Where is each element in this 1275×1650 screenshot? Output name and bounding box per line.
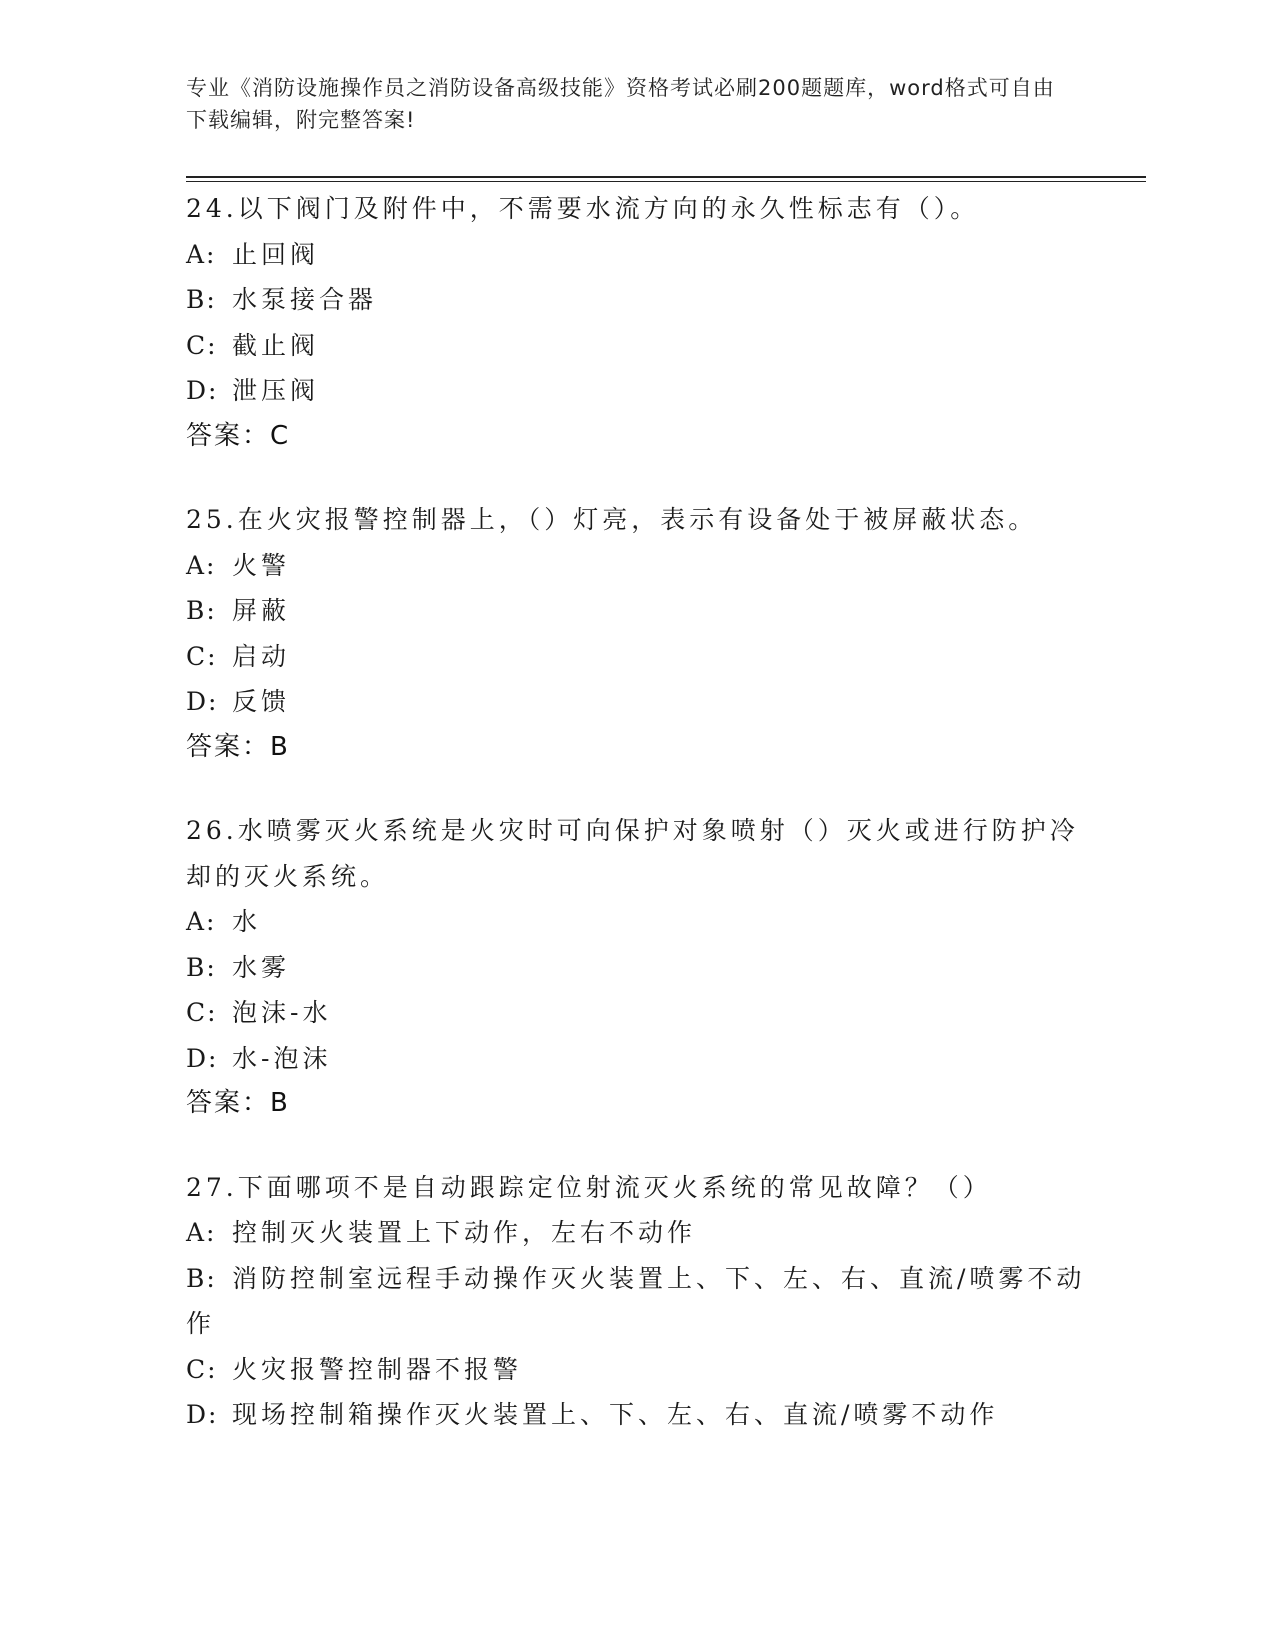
question-list (186, 186, 1086, 1476)
answer-line (186, 1081, 1086, 1127)
option-text: 止回阀 (232, 239, 320, 269)
question-27 (186, 1165, 1086, 1438)
option-c (186, 634, 1086, 680)
option-text: 水 (232, 907, 262, 936)
question-stem (186, 808, 1086, 899)
question-24 (186, 186, 1086, 459)
question-number: 26. (186, 816, 238, 845)
option-key: A: (186, 1218, 217, 1247)
option-text: 泄压阀 (232, 376, 320, 405)
option-text: 火警 (232, 550, 291, 580)
question-number: 24. (186, 194, 238, 223)
option-key: A: (186, 907, 217, 936)
question-26 (186, 808, 1086, 1127)
option-d (186, 1392, 1086, 1438)
answer-value: B (270, 1088, 290, 1118)
question-stem (186, 186, 1086, 232)
answer-label: 答案： (186, 420, 271, 451)
answer-label: 答案： (186, 1088, 271, 1118)
question-text: 下面哪项不是自动跟踪定位射流灭火系统的常见故障？（） (237, 1172, 992, 1202)
option-key: C: (186, 330, 218, 360)
option-text: 水泵接合器 (232, 285, 378, 314)
option-d (186, 679, 1086, 725)
question-stem (186, 497, 1086, 543)
header-divider (186, 176, 1146, 178)
option-a (186, 1210, 1086, 1256)
question-number: 25. (186, 505, 238, 534)
option-text: 屏蔽 (232, 596, 291, 625)
answer-value: C (270, 420, 291, 451)
question-stem (186, 1165, 1086, 1211)
document-header: 专业《消防设施操作员之消防设备高级技能》资格考试必刷200题题库，word格式可自由下载编辑，附完整答案! (186, 76, 1055, 132)
option-b (186, 945, 1086, 991)
answer-line (186, 414, 1086, 460)
option-text: 水雾 (232, 952, 291, 982)
option-text: 截止阀 (232, 330, 320, 360)
header-divider-thin (186, 181, 1146, 182)
question-25 (186, 497, 1086, 770)
question-number: 27. (186, 1172, 238, 1202)
option-key: D: (186, 1043, 219, 1073)
option-a (186, 899, 1086, 945)
option-b (186, 588, 1086, 634)
option-text: 启动 (232, 641, 291, 671)
answer-value: B (270, 731, 290, 762)
option-c (186, 990, 1086, 1036)
option-key: D: (186, 687, 219, 716)
option-a (186, 232, 1086, 278)
option-text: 控制灭火装置上下动作，左右不动作 (232, 1218, 697, 1247)
question-text: 水喷雾灭火系统是火灾时可向保护对象喷射（）灭火或进行防护冷却的灭火系统。 (186, 816, 1079, 891)
option-key: B: (186, 952, 217, 982)
option-key: B: (186, 596, 217, 625)
option-key: B: (186, 1263, 217, 1293)
option-d (186, 368, 1086, 414)
option-text: 泡沫-水 (232, 998, 332, 1027)
option-c (186, 323, 1086, 369)
question-text: 以下阀门及附件中，不需要水流方向的永久性标志有（）。 (237, 194, 980, 223)
option-key: C: (186, 998, 218, 1027)
answer-line (186, 725, 1086, 771)
option-key: C: (186, 641, 218, 671)
option-text: 现场控制箱操作灭火装置上、下、左、右、直流/喷雾不动作 (232, 1400, 999, 1429)
option-a (186, 543, 1086, 589)
option-b (186, 277, 1086, 323)
option-d (186, 1036, 1086, 1082)
option-key: A: (186, 239, 217, 269)
option-text: 反馈 (232, 687, 291, 716)
option-text: 水-泡沫 (232, 1043, 332, 1073)
option-key: B: (186, 285, 217, 314)
question-text: 在火灾报警控制器上，（）灯亮，表示有设备处于被屏蔽状态。 (237, 505, 1038, 534)
answer-label: 答案： (186, 731, 271, 762)
option-c (186, 1347, 1086, 1393)
option-key: C: (186, 1354, 218, 1384)
option-text: 消防控制室远程手动操作灭火装置上、下、左、右、直流/喷雾不动作 (186, 1263, 1086, 1338)
option-key: A: (186, 550, 217, 580)
option-key: D: (186, 1400, 219, 1429)
option-key: D: (186, 376, 219, 405)
option-text: 火灾报警控制器不报警 (232, 1354, 523, 1384)
option-b (186, 1256, 1086, 1347)
